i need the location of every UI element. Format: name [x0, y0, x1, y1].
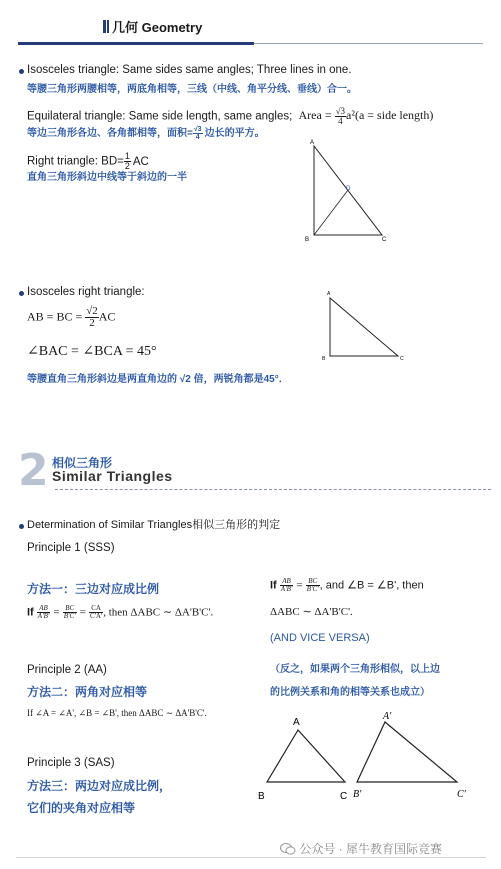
isosceles-cn: 等腰三角形两腰相等，两底角相等，三线（中线、角平分线、垂线）合一。: [27, 84, 357, 95]
label-b: B: [322, 356, 326, 362]
footer: 公众号 · 犀牛教育国际竞赛: [280, 840, 442, 857]
vice-versa-cn-1: （反之，如果两个三角形相似，以上边: [270, 664, 440, 675]
similar-triangles-diagram: [245, 706, 485, 806]
area-formula: Area = $\frac{√3}{4}$ a²(a = side length): [298, 106, 434, 126]
label-a-prime: A': [383, 711, 392, 722]
right-triangle-cn: 直角三角形斜边中线等于斜边的一半: [27, 172, 187, 183]
principle-1-formula: If $\frac{AB}{A'B'}$ = $\frac{BC}{B'C'}$ = $\frac{CA}{C'A'}$ , then ΔABC ∼ ΔA'B'C'.: [27, 604, 214, 620]
bullet: [19, 524, 24, 529]
principle-2-formula: If ∠A = ∠A', ∠B = ∠B', then ΔABC ∼ ΔA'B'C'.: [27, 708, 207, 718]
page-title: 几何 Geometry: [112, 20, 203, 35]
equilateral-en: Equilateral triangle: Same side length, same angles; Area = $\frac{√3}{4}$ a²(a = side length): [27, 106, 434, 126]
method-2: 方法二：两角对应相等: [27, 685, 148, 699]
right-triangle-en: Right triangle: BD= $\frac{1}{2}$ AC: [27, 151, 149, 171]
vice-versa-conclusion: ΔABC ∼ ΔA'B'C'.: [270, 606, 353, 618]
label-d: D: [346, 186, 351, 192]
method-1: 方法一：三边对应成比例: [27, 582, 160, 596]
isosceles-right-cn: 等腰直角三角形斜边是两直角边的 √2 倍，两锐角都是45°．: [27, 374, 289, 385]
vice-versa-label: (AND VICE VERSA): [270, 632, 370, 644]
label-a: A: [293, 717, 300, 728]
bullet: [19, 69, 24, 74]
section-title-en: Similar Triangles: [52, 468, 173, 484]
principle-1-title: Principle 1 (SSS): [27, 542, 115, 554]
bullet: [19, 291, 24, 296]
equilateral-cn: 等边三角形各边、各角都相等，面积= $\frac{√3}{4}$ 边长的平方。: [27, 125, 265, 141]
principle-2-title: Principle 2 (AA): [27, 664, 107, 676]
label-c: C: [340, 791, 348, 802]
section-number: 2: [18, 445, 49, 496]
wechat-icon: [280, 842, 296, 855]
isosceles-en: Isosceles triangle: Same sides same angles; Three lines in one.: [27, 64, 352, 76]
header-rule-thin: [254, 43, 483, 44]
label-b: B: [258, 791, 265, 802]
method-3-line-1: 方法三：两边对应成比例，: [27, 779, 172, 793]
label-b: B: [305, 237, 310, 243]
header-rule-thick: [18, 42, 254, 45]
label-a: A: [327, 291, 331, 297]
determination-heading: Determination of Similar Triangles相似三角形的判定: [27, 519, 281, 531]
label-c: C: [382, 237, 387, 243]
header-mark: [107, 20, 109, 33]
label-c-prime: C': [457, 789, 466, 800]
isosceles-right-equation: AB = BC = $\frac{√2}{2}$ AC: [27, 305, 116, 329]
isosceles-right-title: Isosceles right triangle:: [27, 286, 145, 298]
method-3-line-2: 它们的夹角对应相等: [27, 801, 136, 815]
section-title-cn: 相似三角形: [52, 456, 113, 470]
right-triangle-diagram: [300, 135, 395, 245]
header-mark: [103, 20, 106, 33]
label-c: C: [400, 356, 404, 362]
vice-versa-cn-2: 的比例关系和角的相等关系也成立）: [270, 687, 430, 698]
label-b-prime: B': [353, 789, 362, 800]
vice-versa-formula: If $\frac{AB}{A'B'}$ = $\frac{BC}{B'C'}$ , and ∠B = ∠B', then: [270, 577, 424, 593]
footer-rule: [16, 857, 486, 858]
label-a: A: [310, 140, 315, 146]
principle-3-title: Principle 3 (SAS): [27, 757, 115, 769]
isosceles-right-angles: ∠BAC = ∠BCA = 45°: [27, 344, 157, 359]
isosceles-right-diagram: [318, 288, 408, 363]
section-divider: [55, 489, 491, 490]
